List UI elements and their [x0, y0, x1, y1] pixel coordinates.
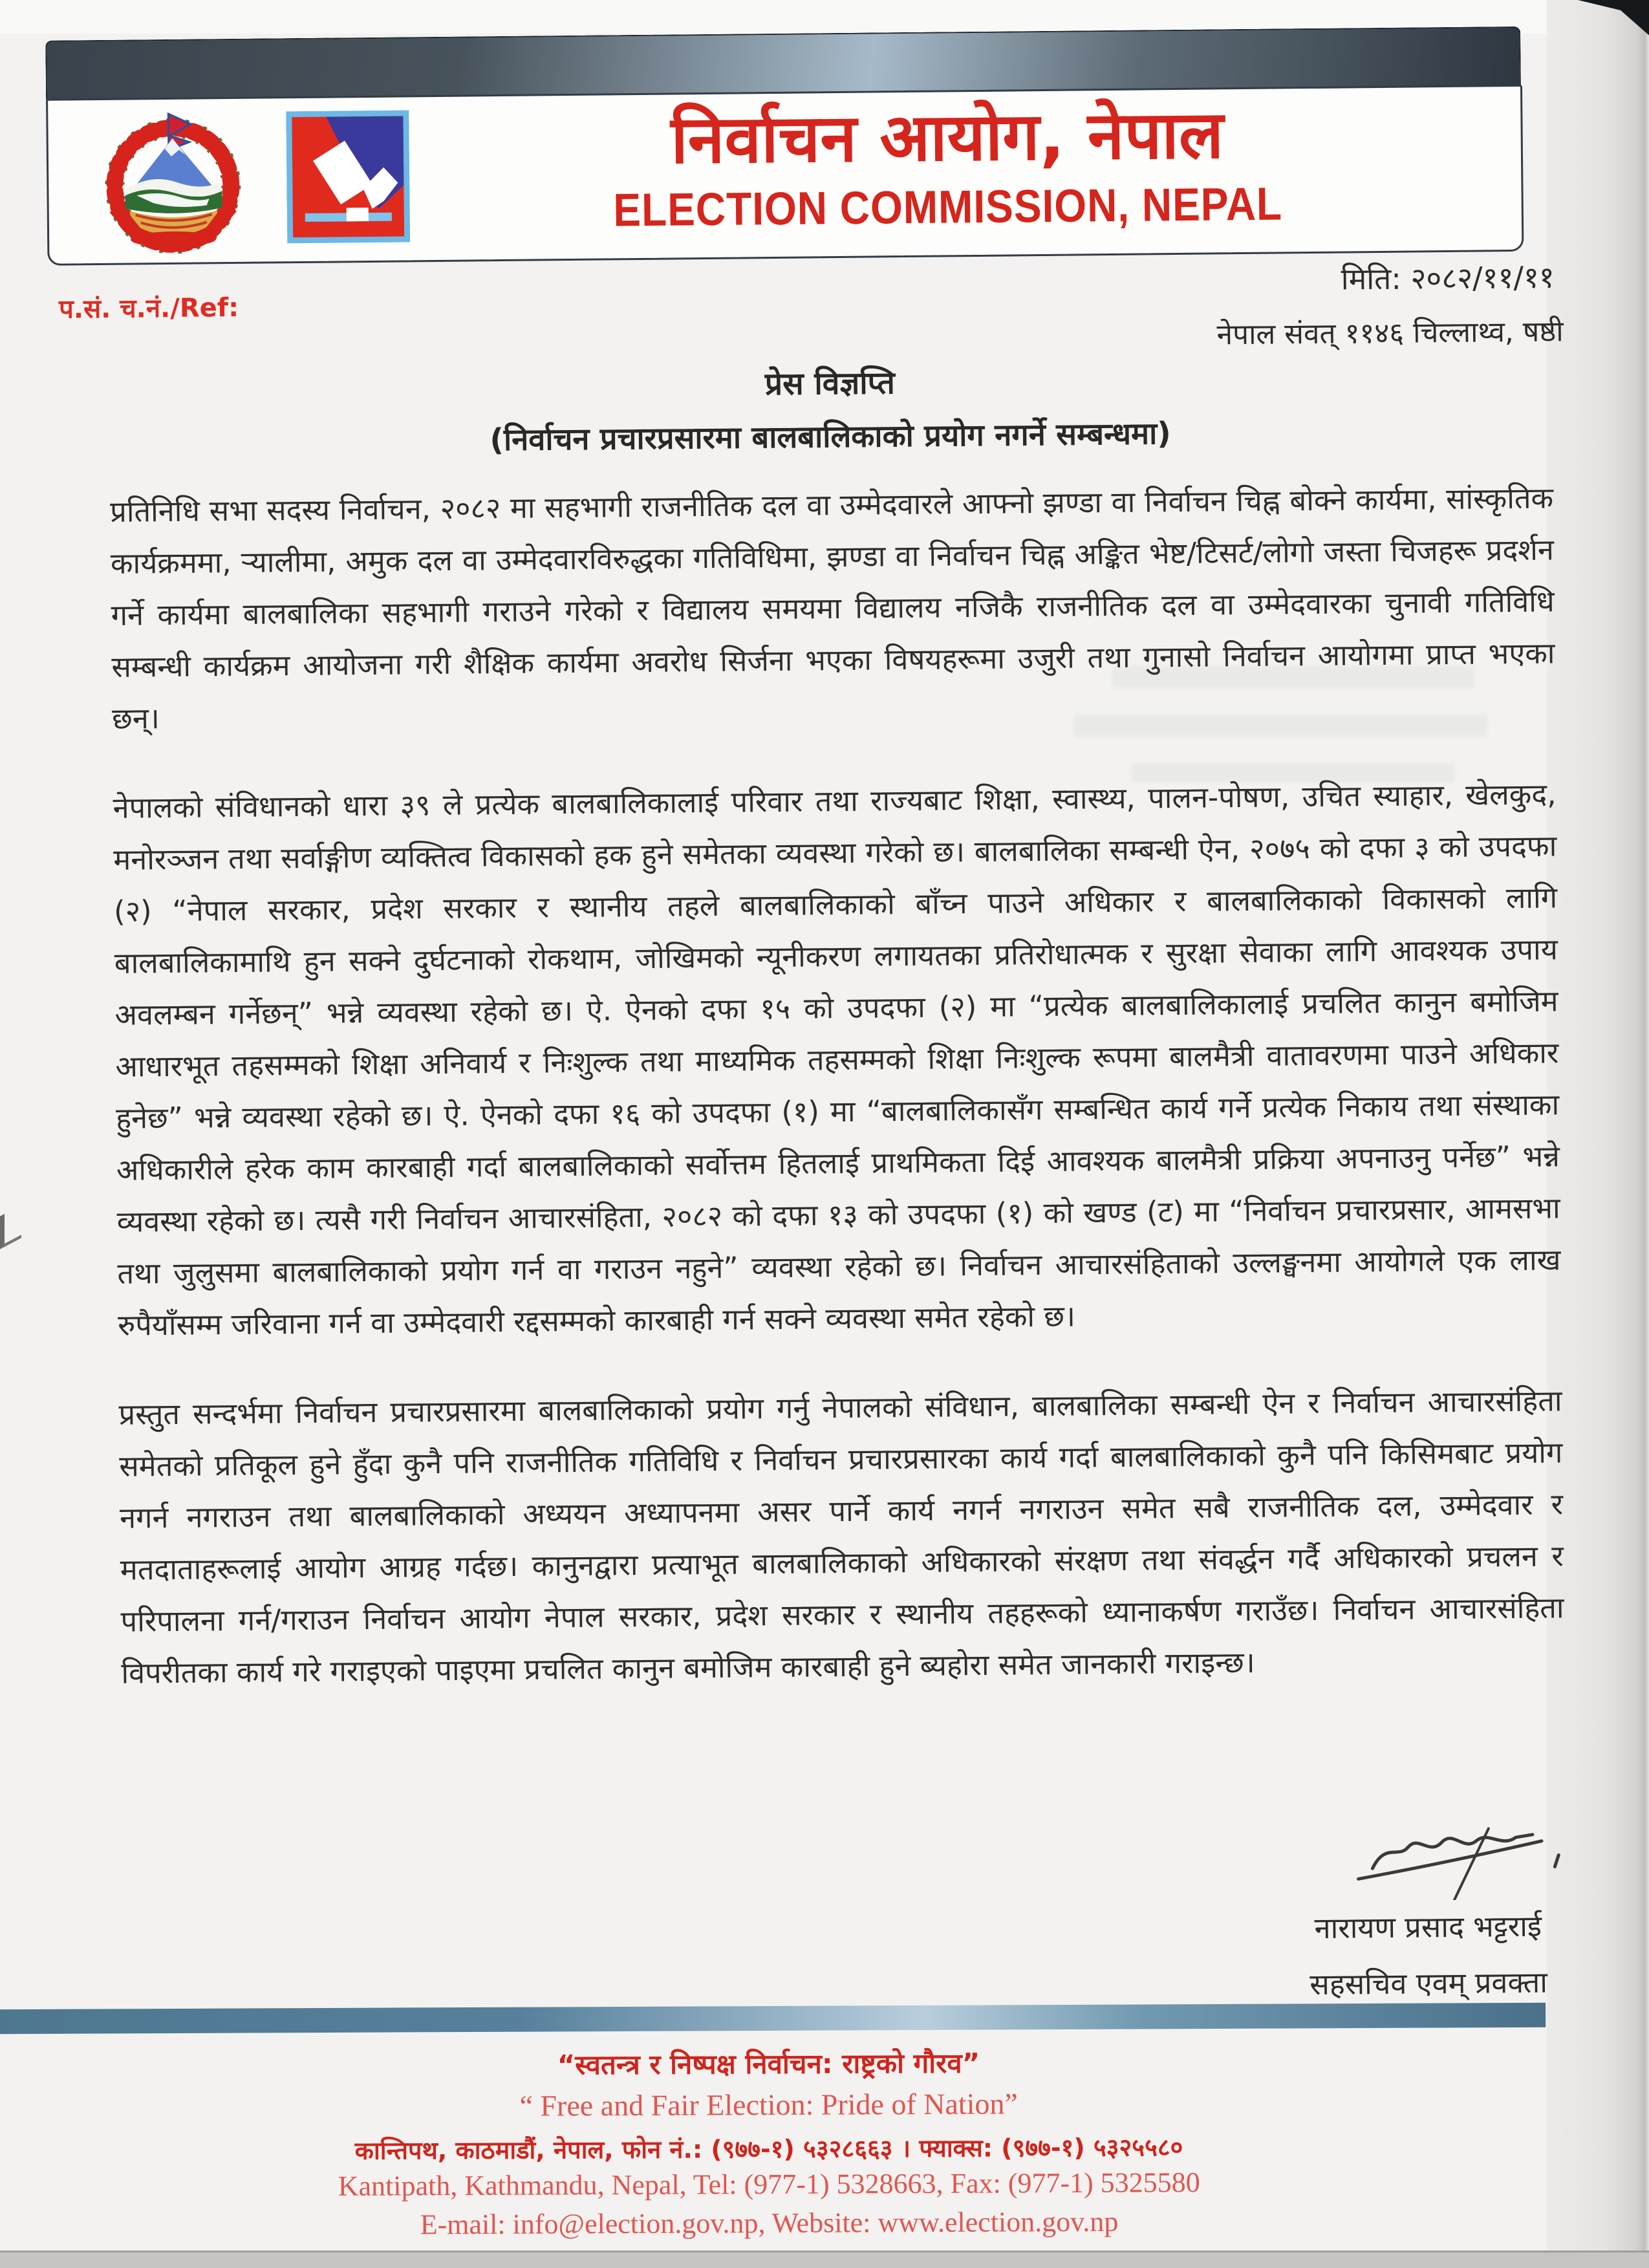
footer-divider-bar	[0, 2003, 1546, 2034]
paragraph-1: प्रतिनिधि सभा सदस्य निर्वाचन, २०८२ मा सहभागी राजनीतिक दल वा उम्मेदवारले आफ्नो झण्डा वा निर्वाचन चिह्न बोक्ने कार्यमा, सांस्कृतिक कार्यक्रममा, ऱ्यालीमा, अमुक दल वा उम्मेदवारविरुद्धका गतिविधिमा, झण्डा वा निर्वाचन चिह्न अङ्कित भेष्ट/टिसर्ट/लोगो जस्ता चिजहरू प्रदर्शन गर्ने कार्यमा बालबालिका सहभागी गराउने गरेको र विद्यालय समयमा विद्यालय नजिकै राजनीतिक दल वा उम्मेदवारका चुनावी गतिविधि सम्बन्धी कार्यक्रम आयोजना गरी शैक्षिक कार्यमा अवरोध सिर्जना भएका विषयहरूमा उजुरी तथा गुनासो निर्वाचन आयोगमा प्राप्त भएका छन्।	[109, 481, 1555, 736]
org-name-english: ELECTION COMMISSION, NEPAL	[613, 177, 1283, 237]
press-release-heading: प्रेस विज्ञप्ति	[764, 365, 896, 403]
paragraph-2: नेपालको संविधानको धारा ३९ ले प्रत्येक बालबालिकालाई परिवार तथा राज्यबाट शिक्षा, स्वास्थ्य, पालन-पोषण, उचित स्याहार, खेलकुद, मनोरञ्जन तथा सर्वाङ्गीण व्यक्तित्व विकासको हक हुने समेतका व्यवस्था गरेको छ। बालबालिका सम्बन्धी ऐन, २०७५ को दफा ३ को उपदफा (२) “नेपाल सरकार, प्रदेश सरकार र स्थानीय तहले बालबालिकाको बाँच्न पाउने अधिकार र बालबालिकाको विकासको लागि बालबालिकामाथि हुन सक्ने दुर्घटनाको रोकथाम, जोखिमको न्यूनीकरण लगायतका प्रतिरोधात्मक र सुरक्षा सेवाका लागि आवश्यक उपाय अवलम्बन गर्नेछन्” भन्ने व्यवस्था रहेको छ। ऐ. ऐनको दफा १५ को उपदफा (२) मा “प्रत्येक बालबालिकालाई प्रचलित कानुन बमोजिम आधारभूत तहसम्मको शिक्षा अनिवार्य र निःशुल्क तथा माध्यमिक तहसम्मको शिक्षा निःशुल्क रूपमा बालमैत्री वातावरणमा पाउने अधिकार हुनेछ” भन्ने व्यवस्था रहेको छ। ऐ. ऐनको दफा १६ को उपदफा (१) मा “बालबालिकासँग सम्बन्धित कार्य गर्ने प्रत्येक निकाय तथा संस्थाका अधिकारीले हरेक काम कारबाही गर्दा बालबालिकाको सर्वोत्तम हितलाई प्राथमिकता दिई आवश्यक बालमैत्री प्रक्रिया अपनाउनु पर्नेछ” भन्ने व्यवस्था रहेको छ। त्यसै गरी निर्वाचन आचारसंहिता, २०८२ को दफा १३ को उपदफा (१) को खण्ड (ट) मा “निर्वाचन प्रचारप्रसार, आमसभा तथा जुलुसमा बालबालिकाको प्रयोग गर्न वा गराउन नहुने” व्यवस्था रहेको छ। निर्वाचन आचारसंहिताको उल्लङ्घनमा आयोगले एक लाख रुपैयाँसम्म जरिवाना गर्न वा उम्मेदवारी रद्दसम्मको कारबाही गर्न सक्ने व्यवस्था समेत रहेको छ।	[113, 777, 1561, 1343]
paragraph-3: प्रस्तुत सन्दर्भमा निर्वाचन प्रचारप्रसारमा बालबालिकाको प्रयोग गर्नु नेपालको संविधान, बालबालिका सम्बन्धी ऐन र निर्वाचन आचारसंहिता समेतको प्रतिकूल हुने हुँदा कुनै पनि राजनीतिक गतिविधि र निर्वाचन प्रचारप्रसारका कार्य गर्दा बालबालिकाको कुनै पनि किसिमबाट प्रयोग नगर्न नगराउन तथा बालबालिकाको अध्ययन अध्यापनमा असर पार्ने कार्य नगर्न नगराउन समेत सबै राजनीतिक दल, उम्मेदवार र मतदाताहरूलाई आयोग आग्रह गर्दछ। कानुनद्वारा प्रत्याभूत बालबालिकाको अधिकारको संरक्षण तथा संवर्द्धन गर्दै अधिकारको प्रचलन र परिपालना गर्न/गराउन निर्वाचन आयोग नेपाल सरकार, प्रदेश सरकार र स्थानीय तहहरूको ध्यानाकर्षण गराउँछ। निर्वाचन आचारसंहिता विपरीतका कार्य गरे गराइएको पाइएमा प्रचलित कानुन बमोजिम कारबाही हुने ब्यहोरा समेत जानकारी गराइन्छ।	[118, 1383, 1564, 1690]
footer-address-nepali: कान्तिपथ, काठमाडौं, नेपाल, फोन नं.: (९७७-१) ५३२८६६३ । फ्याक्स: (९७७-१) ५३२५५८०	[354, 2133, 1183, 2165]
nepal-coat-of-arms-icon	[98, 109, 247, 255]
letterhead-titles	[426, 96, 1469, 237]
ec-ballot-box-logo-icon	[286, 110, 410, 248]
signatory-name: नारायण प्रसाद भट्टराई	[1314, 1908, 1542, 1946]
handwritten-signature-icon	[1275, 1821, 1580, 1902]
date-bs: मिति: २०८२/११/११	[1341, 259, 1555, 297]
org-name-nepali: निर्वाचन आयोग, नेपाल	[670, 96, 1224, 179]
press-release-subheading: (निर्वाचन प्रचारप्रसारमा बालबालिकाको प्रयोग नगर्ने सम्बन्धमा)	[490, 416, 1171, 459]
footer-slogan-english: “ Free and Fair Election: Pride of Nation”	[519, 2087, 1018, 2122]
date-nepal-sambat: नेपाल संवत् ११४६ चिल्लाथ्व, षष्ठी	[1216, 315, 1564, 352]
letterhead-box	[46, 85, 1524, 266]
letter-footer	[0, 2001, 1641, 2267]
reference-number-label: प.सं. च.नं./Ref:	[58, 292, 239, 325]
signature-block	[1275, 1821, 1581, 2003]
footer-email-website: E-mail: info@election.gov.np, Website: www.election.gov.np	[420, 2205, 1119, 2241]
signatory-designation: सहसचिव एवम् प्रवक्ता	[1310, 1965, 1548, 2002]
footer-slogan-nepali: “स्वतन्त्र र निष्पक्ष निर्वाचन: राष्ट्रको गौरव”	[557, 2047, 980, 2081]
footer-address-english: Kantipath, Kathmandu, Nepal, Tel: (977-1) 5328663, Fax: (977-1) 5325580	[338, 2166, 1200, 2202]
letter-body	[110, 472, 1565, 1736]
